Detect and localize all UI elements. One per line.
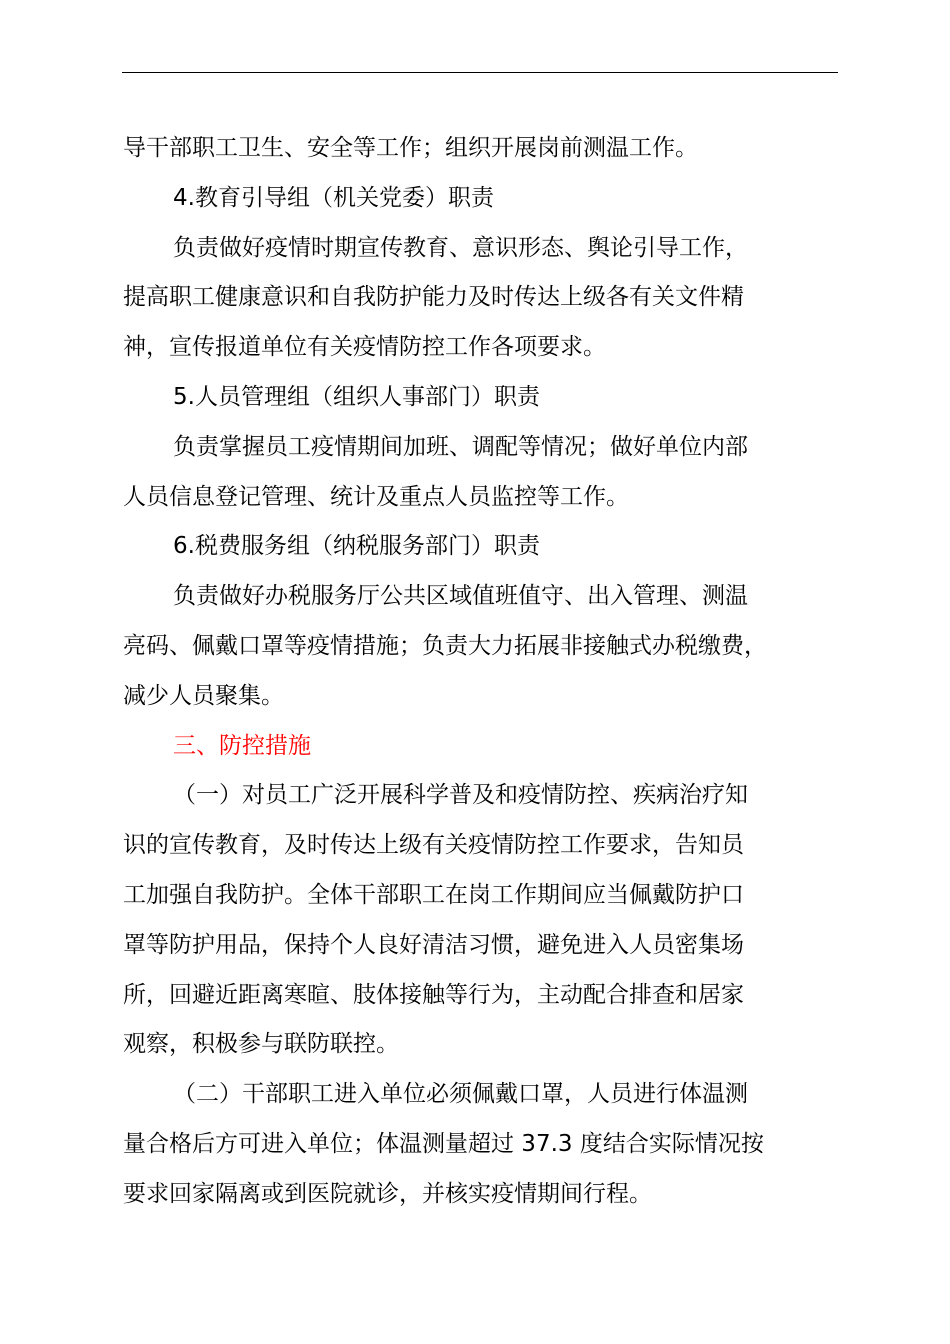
- text-line: 量合格后方可进入单位；体温测量超过 37.3 度结合实际情况按: [123, 1130, 764, 1157]
- text-line: 6.税费服务组（纳税服务部门）职责: [173, 533, 540, 560]
- text-line: 要求回家隔离或到医院就诊，并核实疫情期间行程。: [123, 1180, 652, 1207]
- text-line: 提高职工健康意识和自我防护能力及时传达上级各有关文件精: [123, 284, 744, 311]
- text-line: 所，回避近距离寒暄、肢体接触等行为，主动配合排查和居家: [123, 981, 744, 1008]
- text-line: 神，宣传报道单位有关疫情防控工作各项要求。: [123, 334, 606, 361]
- text-line: 5.人员管理组（组织人事部门）职责: [173, 383, 540, 410]
- text-line: 负责做好疫情时期宣传教育、意识形态、舆论引导工作，: [173, 234, 748, 261]
- document-body: [123, 124, 863, 1220]
- text-line: 4.教育引导组（机关党委）职责: [173, 184, 494, 211]
- section-heading: 三、防控措施: [173, 732, 311, 759]
- text-line: 工加强自我防护。全体干部职工在岗工作期间应当佩戴防护口: [123, 881, 744, 908]
- header-rule: [122, 72, 838, 73]
- text-line: 负责掌握员工疫情期间加班、调配等情况；做好单位内部: [173, 433, 748, 460]
- text-line: 罩等防护用品，保持个人良好清洁习惯，避免进入人员密集场: [123, 931, 744, 958]
- text-line: （一）对员工广泛开展科学普及和疫情防控、疾病治疗知: [173, 782, 748, 809]
- text-line: 导干部职工卫生、安全等工作；组织开展岗前测温工作。: [123, 135, 698, 161]
- text-line: 负责做好办税服务厅公共区域值班值守、出入管理、测温: [173, 583, 748, 610]
- text-line: 人员信息登记管理、统计及重点人员监控等工作。: [123, 483, 629, 510]
- text-line: 观察，积极参与联防联控。: [123, 1031, 399, 1058]
- text-line: 减少人员聚集。: [123, 682, 284, 709]
- text-line: 识的宣传教育，及时传达上级有关疫情防控工作要求，告知员: [123, 832, 744, 859]
- text-line: 亮码、佩戴口罩等疫情措施；负责大力拓展非接触式办税缴费，: [123, 632, 767, 659]
- text-line: （二）干部职工进入单位必须佩戴口罩，人员进行体温测: [173, 1081, 748, 1108]
